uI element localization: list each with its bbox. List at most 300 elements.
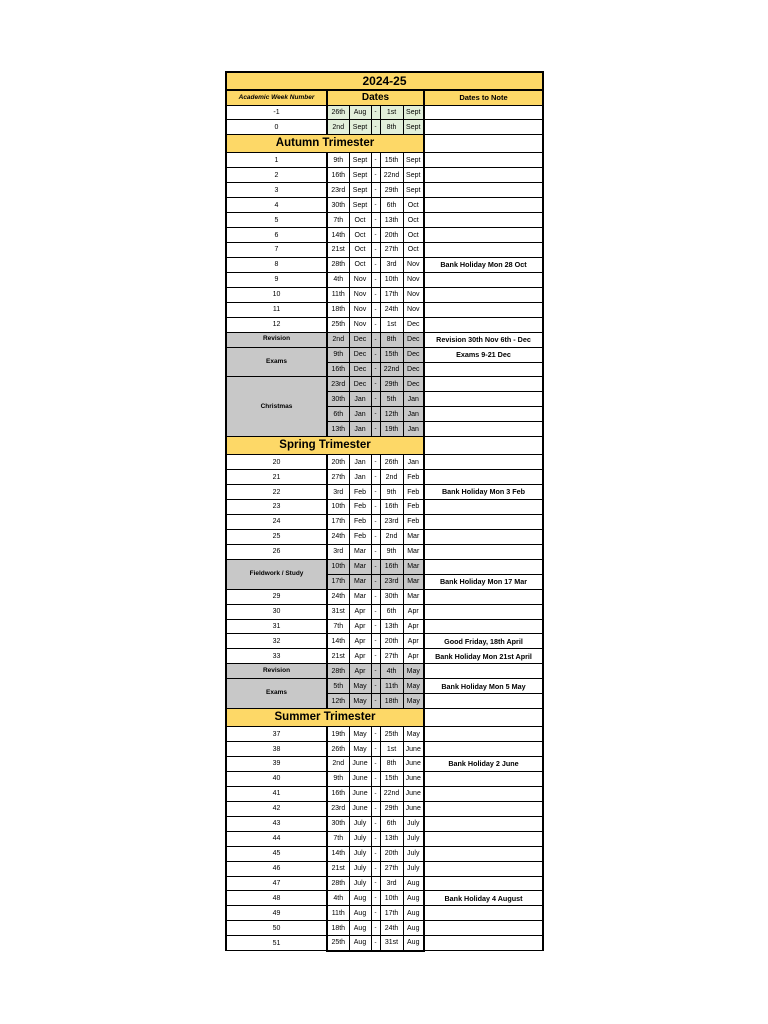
start-month: Dec bbox=[349, 347, 371, 362]
dates-to-note-cell bbox=[424, 544, 543, 559]
start-month: Sept bbox=[349, 120, 371, 135]
start-day: 23rd bbox=[327, 801, 349, 816]
end-day: 8th bbox=[380, 757, 403, 772]
start-day: 3rd bbox=[327, 544, 349, 559]
end-month: May bbox=[403, 679, 424, 694]
week-number: 42 bbox=[226, 801, 327, 816]
dates-to-note-cell bbox=[424, 213, 543, 228]
end-month: June bbox=[403, 786, 424, 801]
dates-to-note-cell bbox=[424, 317, 543, 332]
start-month: Jan bbox=[349, 470, 371, 485]
week-number: 43 bbox=[226, 816, 327, 831]
end-month: Apr bbox=[403, 619, 424, 634]
end-day: 6th bbox=[380, 198, 403, 213]
week-number: 25 bbox=[226, 529, 327, 544]
week-row bbox=[226, 846, 543, 861]
dates-to-note-cell: Bank Holiday Mon 3 Feb bbox=[424, 485, 543, 500]
week-row bbox=[226, 876, 543, 891]
end-month: Dec bbox=[403, 362, 424, 377]
end-day: 10th bbox=[380, 891, 403, 906]
date-separator: - bbox=[371, 891, 380, 906]
week-row bbox=[226, 757, 543, 772]
date-separator: - bbox=[371, 529, 380, 544]
week-row bbox=[226, 377, 543, 392]
start-day: 7th bbox=[327, 619, 349, 634]
week-row bbox=[226, 771, 543, 786]
end-day: 2nd bbox=[380, 470, 403, 485]
week-row bbox=[226, 634, 543, 649]
dates-to-note-cell: Bank Holiday 2 June bbox=[424, 757, 543, 772]
end-day: 4th bbox=[380, 664, 403, 679]
end-month: Mar bbox=[403, 574, 424, 589]
start-month: Oct bbox=[349, 257, 371, 272]
week-row bbox=[226, 257, 543, 272]
week-row bbox=[226, 619, 543, 634]
end-day: 17th bbox=[380, 287, 403, 302]
end-day: 8th bbox=[380, 120, 403, 135]
week-number: 29 bbox=[226, 589, 327, 604]
end-month: Feb bbox=[403, 500, 424, 515]
end-month: Oct bbox=[403, 198, 424, 213]
end-day: 24th bbox=[380, 921, 403, 936]
date-separator: - bbox=[371, 407, 380, 422]
end-month: May bbox=[403, 727, 424, 742]
end-day: 20th bbox=[380, 228, 403, 243]
end-day: 29th bbox=[380, 377, 403, 392]
week-row bbox=[226, 317, 543, 332]
end-month: Mar bbox=[403, 529, 424, 544]
dates-to-note-cell: Revision 30th Nov 6th - Dec bbox=[424, 332, 543, 347]
week-number: 30 bbox=[226, 604, 327, 619]
start-day: 19th bbox=[327, 727, 349, 742]
period-label: Revision bbox=[226, 332, 327, 347]
dates-to-note-header: Dates to Note bbox=[424, 90, 543, 105]
start-month: July bbox=[349, 861, 371, 876]
start-day: 21st bbox=[327, 649, 349, 664]
dates-to-note-cell bbox=[424, 183, 543, 198]
dates-to-note-cell bbox=[424, 377, 543, 392]
start-day: 16th bbox=[327, 168, 349, 183]
start-month: Sept bbox=[349, 153, 371, 168]
week-row bbox=[226, 544, 543, 559]
start-month: Dec bbox=[349, 377, 371, 392]
end-day: 23rd bbox=[380, 514, 403, 529]
start-day: 23rd bbox=[327, 183, 349, 198]
dates-to-note-cell bbox=[424, 168, 543, 183]
week-number: 31 bbox=[226, 619, 327, 634]
week-row bbox=[226, 936, 543, 951]
week-number: 11 bbox=[226, 302, 327, 317]
dates-to-note-cell bbox=[424, 786, 543, 801]
start-day: 30th bbox=[327, 198, 349, 213]
start-day: 14th bbox=[327, 846, 349, 861]
start-day: 11th bbox=[327, 906, 349, 921]
week-row bbox=[226, 742, 543, 757]
end-day: 15th bbox=[380, 153, 403, 168]
end-month: Nov bbox=[403, 257, 424, 272]
start-day: 30th bbox=[327, 392, 349, 407]
dates-to-note-cell: Bank Holiday Mon 17 Mar bbox=[424, 574, 543, 589]
dates-to-note-cell bbox=[424, 198, 543, 213]
week-row bbox=[226, 861, 543, 876]
start-month: Oct bbox=[349, 243, 371, 258]
dates-to-note-cell: Bank Holiday Mon 5 May bbox=[424, 679, 543, 694]
start-month: Jan bbox=[349, 455, 371, 470]
date-separator: - bbox=[371, 302, 380, 317]
start-month: Apr bbox=[349, 649, 371, 664]
start-month: July bbox=[349, 846, 371, 861]
week-number: 50 bbox=[226, 921, 327, 936]
week-number: 12 bbox=[226, 317, 327, 332]
week-number: -1 bbox=[226, 105, 327, 120]
period-label: Revision bbox=[226, 664, 327, 679]
date-separator: - bbox=[371, 771, 380, 786]
end-month: Mar bbox=[403, 544, 424, 559]
dates-to-note-cell: Bank Holiday Mon 21st April bbox=[424, 649, 543, 664]
end-day: 15th bbox=[380, 771, 403, 786]
date-separator: - bbox=[371, 377, 380, 392]
end-day: 22nd bbox=[380, 786, 403, 801]
end-day: 27th bbox=[380, 243, 403, 258]
week-number: 48 bbox=[226, 891, 327, 906]
start-month: Mar bbox=[349, 559, 371, 574]
week-row bbox=[226, 168, 543, 183]
start-day: 3rd bbox=[327, 485, 349, 500]
end-month: Aug bbox=[403, 891, 424, 906]
start-month: May bbox=[349, 742, 371, 757]
start-day: 28th bbox=[327, 257, 349, 272]
dates-to-note-cell bbox=[424, 846, 543, 861]
end-day: 22nd bbox=[380, 168, 403, 183]
end-day: 1st bbox=[380, 105, 403, 120]
start-day: 25th bbox=[327, 936, 349, 951]
week-row bbox=[226, 604, 543, 619]
week-number: 3 bbox=[226, 183, 327, 198]
start-day: 16th bbox=[327, 786, 349, 801]
week-row bbox=[226, 727, 543, 742]
date-separator: - bbox=[371, 470, 380, 485]
week-number: 45 bbox=[226, 846, 327, 861]
start-month: Feb bbox=[349, 514, 371, 529]
end-month: Oct bbox=[403, 243, 424, 258]
end-month: Aug bbox=[403, 936, 424, 951]
start-month: Feb bbox=[349, 500, 371, 515]
start-day: 31st bbox=[327, 604, 349, 619]
start-month: May bbox=[349, 679, 371, 694]
start-month: Oct bbox=[349, 213, 371, 228]
end-month: Aug bbox=[403, 876, 424, 891]
start-month: Dec bbox=[349, 332, 371, 347]
date-separator: - bbox=[371, 742, 380, 757]
date-separator: - bbox=[371, 694, 380, 709]
week-number: 10 bbox=[226, 287, 327, 302]
start-month: Aug bbox=[349, 105, 371, 120]
end-day: 5th bbox=[380, 392, 403, 407]
start-month: Dec bbox=[349, 362, 371, 377]
end-day: 11th bbox=[380, 679, 403, 694]
end-day: 3rd bbox=[380, 257, 403, 272]
dates-to-note-cell bbox=[424, 589, 543, 604]
week-row bbox=[226, 649, 543, 664]
dates-to-note-cell bbox=[424, 470, 543, 485]
dates-to-note-cell bbox=[424, 559, 543, 574]
end-month: Mar bbox=[403, 589, 424, 604]
week-row bbox=[226, 529, 543, 544]
week-number: 5 bbox=[226, 213, 327, 228]
week-number-header: Academic Week Number bbox=[226, 90, 327, 105]
start-day: 9th bbox=[327, 347, 349, 362]
start-day: 7th bbox=[327, 213, 349, 228]
week-number: 0 bbox=[226, 120, 327, 135]
start-month: Apr bbox=[349, 619, 371, 634]
date-separator: - bbox=[371, 757, 380, 772]
week-number: 23 bbox=[226, 500, 327, 515]
end-month: June bbox=[403, 757, 424, 772]
end-month: Dec bbox=[403, 317, 424, 332]
date-separator: - bbox=[371, 362, 380, 377]
start-day: 30th bbox=[327, 816, 349, 831]
end-day: 1st bbox=[380, 742, 403, 757]
start-day: 10th bbox=[327, 559, 349, 574]
end-month: Sept bbox=[403, 168, 424, 183]
end-day: 10th bbox=[380, 272, 403, 287]
start-day: 6th bbox=[327, 407, 349, 422]
start-day: 4th bbox=[327, 891, 349, 906]
week-row bbox=[226, 198, 543, 213]
week-row bbox=[226, 347, 543, 362]
end-month: Jan bbox=[403, 422, 424, 437]
start-day: 18th bbox=[327, 921, 349, 936]
end-month: Sept bbox=[403, 183, 424, 198]
date-separator: - bbox=[371, 153, 380, 168]
start-month: Mar bbox=[349, 589, 371, 604]
date-separator: - bbox=[371, 120, 380, 135]
date-separator: - bbox=[371, 544, 380, 559]
end-month: Apr bbox=[403, 649, 424, 664]
end-month: Oct bbox=[403, 228, 424, 243]
start-month: Apr bbox=[349, 634, 371, 649]
dates-to-note-cell bbox=[424, 876, 543, 891]
trimester-row bbox=[226, 135, 543, 153]
dates-to-note-cell bbox=[424, 120, 543, 135]
end-month: Mar bbox=[403, 559, 424, 574]
end-day: 31st bbox=[380, 936, 403, 951]
dates-to-note-cell bbox=[424, 861, 543, 876]
date-separator: - bbox=[371, 727, 380, 742]
end-day: 6th bbox=[380, 816, 403, 831]
date-separator: - bbox=[371, 906, 380, 921]
start-day: 17th bbox=[327, 514, 349, 529]
week-number: 9 bbox=[226, 272, 327, 287]
start-day: 13th bbox=[327, 422, 349, 437]
start-day: 9th bbox=[327, 771, 349, 786]
week-row bbox=[226, 287, 543, 302]
week-number: 33 bbox=[226, 649, 327, 664]
week-row bbox=[226, 500, 543, 515]
end-month: Sept bbox=[403, 120, 424, 135]
date-separator: - bbox=[371, 559, 380, 574]
start-day: 2nd bbox=[327, 120, 349, 135]
week-row bbox=[226, 470, 543, 485]
end-month: Aug bbox=[403, 921, 424, 936]
week-number: 44 bbox=[226, 831, 327, 846]
end-month: Dec bbox=[403, 347, 424, 362]
end-day: 24th bbox=[380, 302, 403, 317]
trimester-row bbox=[226, 709, 543, 727]
header-row bbox=[226, 90, 543, 105]
start-month: June bbox=[349, 786, 371, 801]
start-month: May bbox=[349, 694, 371, 709]
end-day: 2nd bbox=[380, 529, 403, 544]
date-separator: - bbox=[371, 213, 380, 228]
start-month: July bbox=[349, 816, 371, 831]
week-number: 47 bbox=[226, 876, 327, 891]
week-number: 6 bbox=[226, 228, 327, 243]
start-month: Feb bbox=[349, 485, 371, 500]
date-separator: - bbox=[371, 500, 380, 515]
end-day: 9th bbox=[380, 485, 403, 500]
start-day: 14th bbox=[327, 228, 349, 243]
date-separator: - bbox=[371, 287, 380, 302]
start-month: Mar bbox=[349, 544, 371, 559]
period-label: Exams bbox=[226, 347, 327, 377]
date-separator: - bbox=[371, 347, 380, 362]
start-month: Aug bbox=[349, 891, 371, 906]
dates-to-note-cell bbox=[424, 906, 543, 921]
trimester-row bbox=[226, 437, 543, 455]
dates-to-note-cell bbox=[424, 422, 543, 437]
date-separator: - bbox=[371, 921, 380, 936]
week-number: 1 bbox=[226, 153, 327, 168]
date-separator: - bbox=[371, 422, 380, 437]
date-separator: - bbox=[371, 455, 380, 470]
dates-to-note-cell bbox=[424, 455, 543, 470]
end-month: July bbox=[403, 816, 424, 831]
end-month: Oct bbox=[403, 213, 424, 228]
date-separator: - bbox=[371, 243, 380, 258]
week-number: 40 bbox=[226, 771, 327, 786]
end-day: 3rd bbox=[380, 876, 403, 891]
date-separator: - bbox=[371, 634, 380, 649]
end-month: Aug bbox=[403, 906, 424, 921]
start-month: Nov bbox=[349, 317, 371, 332]
end-month: Jan bbox=[403, 455, 424, 470]
end-day: 16th bbox=[380, 500, 403, 515]
end-month: May bbox=[403, 664, 424, 679]
dates-to-note-cell bbox=[424, 287, 543, 302]
start-day: 24th bbox=[327, 529, 349, 544]
dates-to-note-cell bbox=[424, 816, 543, 831]
dates-to-note-cell bbox=[424, 619, 543, 634]
end-day: 20th bbox=[380, 846, 403, 861]
calendar-body bbox=[226, 72, 543, 951]
end-month: Jan bbox=[403, 392, 424, 407]
end-month: Jan bbox=[403, 407, 424, 422]
dates-header: Dates bbox=[327, 90, 424, 105]
week-row bbox=[226, 514, 543, 529]
start-day: 12th bbox=[327, 694, 349, 709]
dates-to-note-cell bbox=[424, 272, 543, 287]
end-month: Nov bbox=[403, 272, 424, 287]
week-row bbox=[226, 906, 543, 921]
week-row bbox=[226, 891, 543, 906]
date-separator: - bbox=[371, 664, 380, 679]
date-separator: - bbox=[371, 514, 380, 529]
start-day: 18th bbox=[327, 302, 349, 317]
end-day: 30th bbox=[380, 589, 403, 604]
week-number: 46 bbox=[226, 861, 327, 876]
start-month: July bbox=[349, 831, 371, 846]
date-separator: - bbox=[371, 574, 380, 589]
date-separator: - bbox=[371, 861, 380, 876]
end-month: July bbox=[403, 861, 424, 876]
week-row bbox=[226, 559, 543, 574]
date-separator: - bbox=[371, 183, 380, 198]
week-number: 26 bbox=[226, 544, 327, 559]
end-day: 20th bbox=[380, 634, 403, 649]
start-day: 4th bbox=[327, 272, 349, 287]
week-row bbox=[226, 921, 543, 936]
end-month: June bbox=[403, 742, 424, 757]
date-separator: - bbox=[371, 228, 380, 243]
week-number: 20 bbox=[226, 455, 327, 470]
dates-to-note-cell bbox=[424, 921, 543, 936]
end-day: 29th bbox=[380, 183, 403, 198]
dates-to-note-cell bbox=[424, 153, 543, 168]
start-month: Aug bbox=[349, 936, 371, 951]
week-number: 24 bbox=[226, 514, 327, 529]
date-separator: - bbox=[371, 786, 380, 801]
start-month: Apr bbox=[349, 664, 371, 679]
end-day: 27th bbox=[380, 649, 403, 664]
week-row bbox=[226, 679, 543, 694]
dates-to-note-cell bbox=[424, 392, 543, 407]
date-separator: - bbox=[371, 649, 380, 664]
date-separator: - bbox=[371, 619, 380, 634]
end-day: 22nd bbox=[380, 362, 403, 377]
dates-to-note-cell bbox=[424, 228, 543, 243]
date-separator: - bbox=[371, 332, 380, 347]
end-month: June bbox=[403, 771, 424, 786]
date-separator: - bbox=[371, 604, 380, 619]
end-month: Feb bbox=[403, 514, 424, 529]
week-number: 37 bbox=[226, 727, 327, 742]
dates-to-note-cell bbox=[424, 771, 543, 786]
date-separator: - bbox=[371, 679, 380, 694]
period-label: Exams bbox=[226, 679, 327, 709]
week-row bbox=[226, 786, 543, 801]
end-month: Sept bbox=[403, 153, 424, 168]
end-day: 26th bbox=[380, 455, 403, 470]
dates-to-note-cell bbox=[424, 437, 543, 455]
start-day: 26th bbox=[327, 742, 349, 757]
end-month: Feb bbox=[403, 470, 424, 485]
date-separator: - bbox=[371, 257, 380, 272]
start-day: 21st bbox=[327, 243, 349, 258]
start-day: 27th bbox=[327, 470, 349, 485]
start-day: 2nd bbox=[327, 757, 349, 772]
trimester-heading: Spring Trimester bbox=[226, 437, 424, 455]
start-day: 21st bbox=[327, 861, 349, 876]
start-month: Sept bbox=[349, 168, 371, 183]
end-month: May bbox=[403, 694, 424, 709]
start-month: Sept bbox=[349, 198, 371, 213]
start-day: 7th bbox=[327, 831, 349, 846]
date-separator: - bbox=[371, 589, 380, 604]
week-number: 51 bbox=[226, 936, 327, 951]
week-row bbox=[226, 153, 543, 168]
week-row bbox=[226, 243, 543, 258]
